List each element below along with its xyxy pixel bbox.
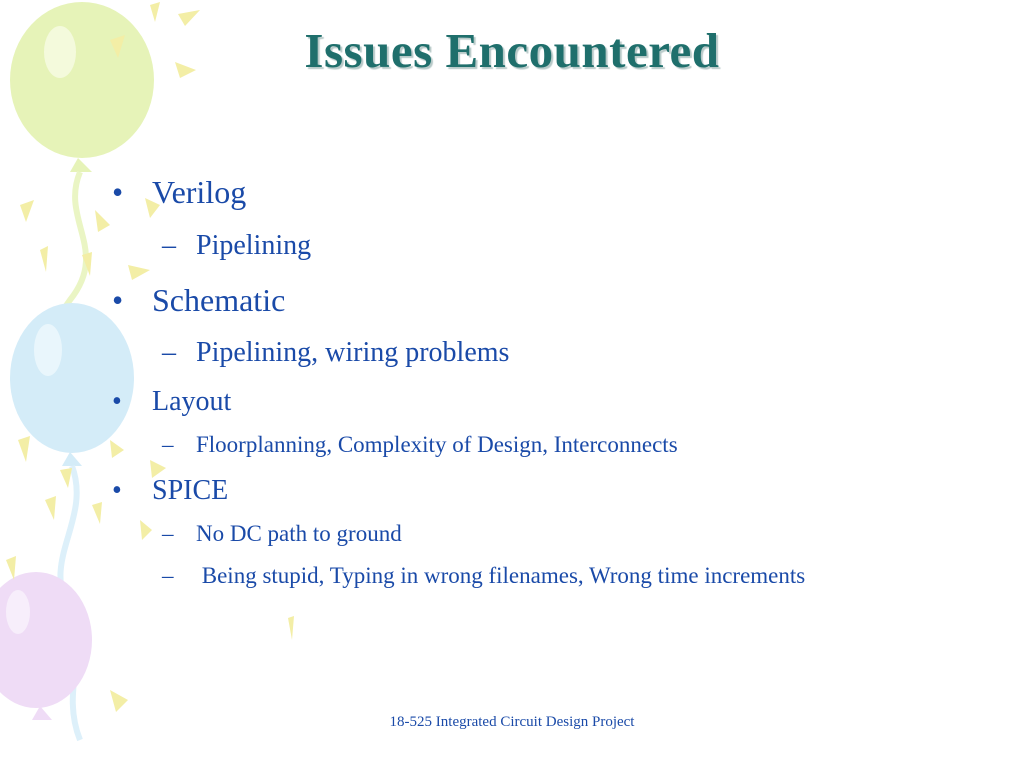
sub-bullet-label: Pipelining	[196, 230, 312, 261]
bullet-label: Layout	[152, 386, 232, 417]
bullet-marker: •	[112, 475, 122, 506]
bullet-label: SPICE	[152, 475, 229, 506]
sub-bullet-label: Pipelining, wiring problems	[196, 337, 510, 368]
sub-bullet-label: Floorplanning, Complexity of Design, Interconnects	[196, 432, 678, 457]
bullet-label: Schematic	[152, 282, 286, 318]
sub-bullet-marker: –	[162, 432, 174, 457]
sub-bullet-marker: –	[162, 521, 174, 546]
slide-footer: 18-525 Integrated Circuit Design Project	[389, 714, 635, 730]
bullet-label: Verilog	[152, 174, 247, 210]
slide-title: Issues Encountered	[304, 23, 720, 78]
bullet-marker: •	[112, 174, 124, 210]
sub-bullet-marker: –	[162, 563, 174, 588]
bullet-marker: •	[112, 282, 124, 318]
bullet-marker: •	[112, 386, 122, 417]
sub-bullet-label: No DC path to ground	[196, 521, 402, 546]
sub-bullet-label: Being stupid, Typing in wrong filenames, Wrong time increments	[196, 563, 806, 588]
sub-bullet-marker: –	[162, 337, 176, 368]
sub-bullet-marker: –	[162, 230, 176, 261]
